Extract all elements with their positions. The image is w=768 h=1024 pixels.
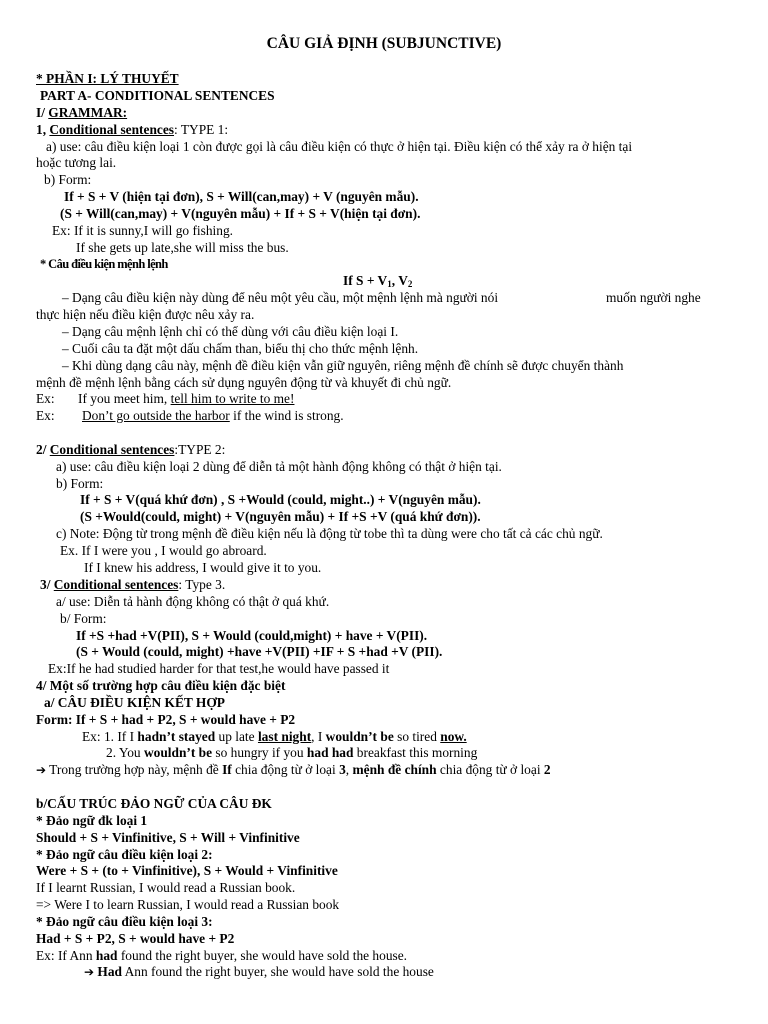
inversion-type3-example-1: Ex: If Ann had found the right buyer, she would have sold the house. (36, 948, 408, 963)
type2-formula-2: (S +Would(could, might) + V(nguyên mẫu) + If +S +V (quá khứ đơn)). (80, 509, 481, 524)
type1-form-label: b) Form: (44, 172, 92, 187)
mixed-conditional-form: Form: If + S + had + P2, S + would have + P2 (36, 712, 296, 727)
mixed-conditional-heading: a/ CÂU ĐIỀU KIỆN KẾT HỢP (44, 695, 225, 710)
mixed-example-1: Ex: 1. If I hadn’t stayed up late last night, I wouldn’t be so tired now. (82, 729, 467, 744)
type2-form-label: b) Form: (56, 476, 104, 491)
inversion-type2-formula: Were + S + (to + Vinfinitive), S + Would + Vinfinitive (36, 863, 338, 878)
type2-heading: 2/ Conditional sentences:TYPE 2: (36, 442, 226, 457)
type3-heading: 3/ Conditional sentences: Type 3. (40, 577, 226, 592)
inversion-type2-example-2: => Were I to learn Russian, I would read a Russian book (36, 897, 340, 912)
imperative-desc-2: – Dạng câu mệnh lệnh chỉ có thể dùng với câu điều kiện loại I. (62, 324, 399, 339)
document-title: CÂU GIẢ ĐỊNH (SUBJUNCTIVE) (266, 35, 502, 52)
type1-example-2: If she gets up late,she will miss the bus. (76, 240, 289, 255)
imperative-example-1: Ex: If you meet him, tell him to write to me! (36, 391, 295, 406)
imperative-example-2: Ex: Don’t go outside the harbor if the wind is strong. (36, 408, 344, 423)
inversion-type3-example-2: ➔ Had Ann found the right buyer, she would have sold the house (84, 964, 434, 979)
part-one-heading: * PHẦN I: LÝ THUYẾT (36, 71, 179, 86)
inversion-type3-heading: * Đảo ngữ câu điều kiện loại 3: (36, 914, 213, 929)
type2-example-1: Ex. If I were you , I would go abroard. (60, 543, 267, 558)
type3-form-label: b/ Form: (60, 611, 107, 626)
type1-example-1: Ex: If it is sunny,I will go fishing. (52, 223, 234, 238)
type1-formula-2: (S + Will(can,may) + V(nguyên mẫu) + If + S + V(hiện tại đơn). (60, 206, 421, 221)
imperative-desc-4: – Khi dùng dạng câu này, mệnh đề điều kiện vẫn giữ nguyên, riêng mệnh đề chính sẽ được chuyển thành (62, 358, 624, 373)
inversion-type1-formula: Should + S + Vinfinitive, S + Will + Vinfinitive (36, 830, 300, 845)
type3-formula-1: If +S +had +V(PII), S + Would (could,might) + have + V(PII). (76, 628, 428, 643)
imperative-desc-1: – Dạng câu điều kiện này dùng để nêu một yêu cầu, một mệnh lệnh mà người nói muốn người nghe (62, 290, 701, 305)
right-arrow-icon: ➔ (84, 965, 95, 979)
type1-heading: 1, Conditional sentences: TYPE 1: (36, 122, 229, 137)
imperative-desc-3: – Cuối câu ta đặt một dấu chấm than, biểu thị cho thức mệnh lệnh. (62, 341, 419, 356)
type2-example-2: If I knew his address, I would give it to you. (84, 560, 322, 575)
mixed-note: ➔ Trong trường hợp này, mệnh đề If chia động từ ở loại 3, mệnh đề chính chia động từ ở loại 2 (36, 762, 551, 777)
inversion-type2-example-1: If I learnt Russian, I would read a Russian book. (36, 880, 296, 895)
type1-use-cont: hoặc tương lai. (36, 155, 117, 170)
inversion-type2-heading: * Đảo ngữ câu điều kiện loại 2: (36, 847, 213, 862)
mixed-example-2: 2. You wouldn’t be so hungry if you had had breakfast this morning (106, 745, 478, 760)
imperative-heading: * Câu điều kiện mệnh lệnh (40, 257, 168, 271)
type3-example: Ex:If he had studied harder for that test,he would have passed it (48, 661, 390, 676)
inversion-heading: b/CẤU TRÚC ĐẢO NGỮ CỦA CÂU ĐK (36, 796, 272, 811)
inversion-type1-heading: * Đảo ngữ đk loại 1 (36, 813, 148, 828)
inversion-type3-formula: Had + S + P2, S + would have + P2 (36, 931, 235, 946)
type2-use: a) use: câu điều kiện loại 2 dùng để diễn tả một hành động không có thật ở hiện tại. (56, 459, 502, 474)
part-a-heading: PART A- CONDITIONAL SENTENCES (40, 88, 275, 103)
type3-use: a/ use: Diễn tả hành động không có thật ở quá khứ. (56, 594, 330, 609)
imperative-desc-1-cont: thực hiện nếu điều kiện được nêu xảy ra. (36, 307, 255, 322)
grammar-heading: I/ GRAMMAR: (36, 105, 128, 120)
type3-formula-2: (S + Would (could, might) +have +V(PII) +IF + S +had +V (PII). (76, 644, 443, 659)
right-arrow-icon: ➔ (36, 763, 47, 777)
imperative-desc-4-cont: mệnh đề mệnh lệnh bằng cách sử dụng nguyên động từ và khuyết đi chủ ngữ. (36, 375, 452, 390)
type1-formula-1: If + S + V (hiện tại đơn), S + Will(can,may) + V (nguyên mẫu). (64, 189, 419, 204)
type2-formula-1: If + S + V(quá khứ đơn) , S +Would (could, might..) + V(nguyên mẫu). (80, 492, 481, 507)
imperative-formula: If $S + V_1$, $V_2$ (343, 273, 413, 289)
special-cases-heading: 4/ Một số trường hợp câu điều kiện đặc biệt (36, 678, 286, 693)
type1-use: a) use: câu điều kiện loại 1 còn được gọi là câu điều kiện có thực ở hiện tại. Điều kiện có thể xảy ra ở hiện tại (46, 139, 633, 154)
type2-note: c) Note: Động từ trong mệnh đề điều kiện nếu là động từ tobe thì ta dùng were cho tất cả các chủ ngữ. (56, 526, 603, 541)
